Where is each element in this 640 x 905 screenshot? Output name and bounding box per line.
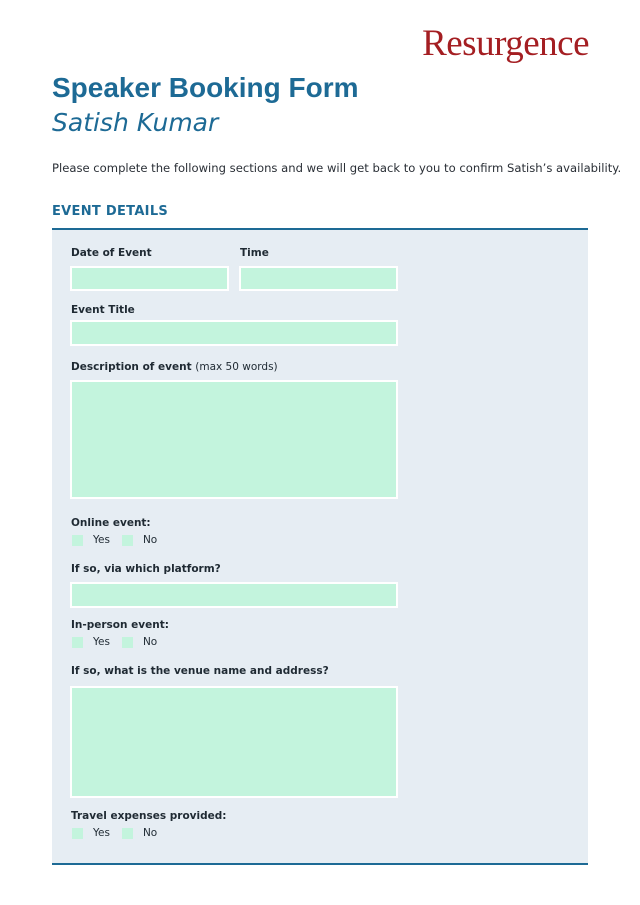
online-yes-checkbox[interactable] <box>72 535 83 546</box>
intro-text: Please complete the following sections and we will get back to you to confirm Satish’s availability. <box>52 161 622 175</box>
travel-no-checkbox[interactable] <box>122 828 133 839</box>
online-event-label: Online event: <box>71 517 151 529</box>
event-title-label: Event Title <box>71 304 135 316</box>
page-title: Speaker Booking Form <box>52 72 359 103</box>
event-details-panel <box>52 228 588 865</box>
speaker-name: Satish Kumar <box>52 108 219 137</box>
description-label-text: Description of event <box>71 361 192 373</box>
description-field[interactable] <box>70 380 398 499</box>
inperson-no-label: No <box>142 636 158 648</box>
venue-label: If so, what is the venue name and address? <box>71 665 329 677</box>
inperson-event-label: In-person event: <box>71 619 169 631</box>
date-label: Date of Event <box>71 247 152 259</box>
platform-label: If so, via which platform? <box>71 563 221 575</box>
time-field[interactable] <box>239 266 398 291</box>
platform-field[interactable] <box>70 582 398 608</box>
inperson-yes-checkbox[interactable] <box>72 637 83 648</box>
date-field[interactable] <box>70 266 229 291</box>
online-yes-label: Yes <box>93 534 110 546</box>
travel-yes-label: Yes <box>93 827 110 839</box>
travel-yes-checkbox[interactable] <box>72 828 83 839</box>
inperson-no-checkbox[interactable] <box>122 637 133 648</box>
online-no-label: No <box>142 534 158 546</box>
event-title-field[interactable] <box>70 320 398 346</box>
online-no-checkbox[interactable] <box>122 535 133 546</box>
resurgence-logo: Resurgence <box>422 23 589 64</box>
inperson-event-options <box>72 636 169 648</box>
venue-field[interactable] <box>70 686 398 798</box>
time-label: Time <box>240 247 269 259</box>
section-heading-event-details: EVENT DETAILS <box>52 204 169 219</box>
inperson-yes-label: Yes <box>93 636 110 648</box>
travel-no-label: No <box>142 827 158 839</box>
travel-expenses-label: Travel expenses provided: <box>71 810 227 822</box>
description-note: (max 50 words) <box>195 361 278 373</box>
description-label <box>71 361 278 373</box>
online-event-options <box>72 534 169 546</box>
travel-expenses-options <box>72 827 169 839</box>
